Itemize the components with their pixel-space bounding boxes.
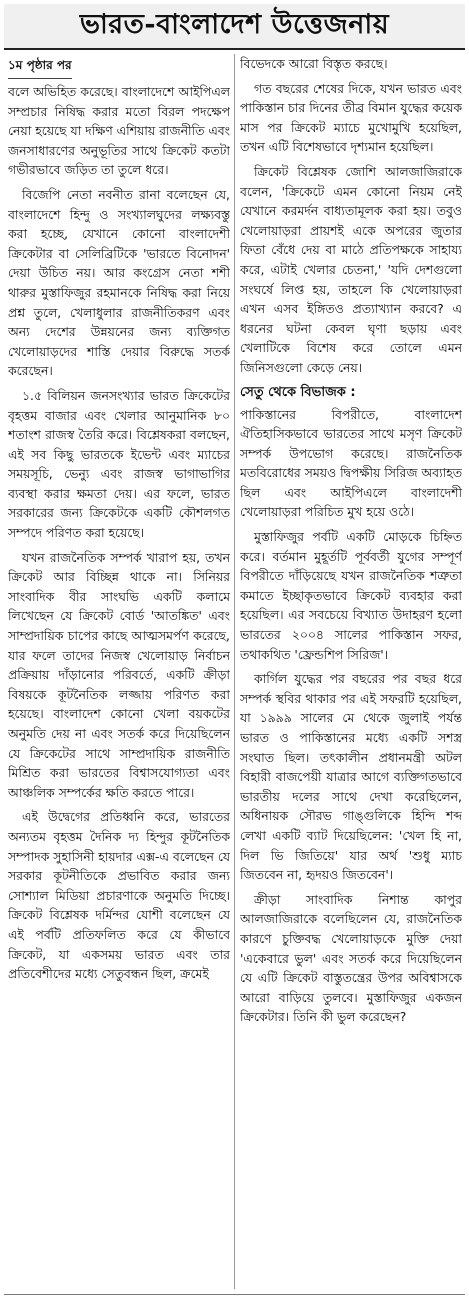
paragraph: গত বছরের শেষের দিকে, যখন ভারত এবং পাকিস্তান চার দিনের তীব্র বিমান যুদ্ধের কয়েক মাস পর ক্রিকেট ম্যাচে মুখোমুখি হয়েছিল, তখন এটি বিশেষভাবে দৃশ্যমান হয়েছিল। xyxy=(240,80,462,155)
paragraph: বিভেদকে আরো বিস্তৃত করছে। xyxy=(240,56,388,71)
paragraph: কার্গিল যুদ্ধের পর বছরের পর বছর ধরে সম্পর্ক স্থবির থাকার পর এই সফরটি হয়েছিল, যা ১৯৯৯ সালের মে থেকে জুলাই পর্যন্ত ভারত ও পাকিস্তানের মধ্যে একটি সশস্ত্র সংঘাত ছিল। তৎকালীন প্রধানমন্ত্রী অটল বিহারী বাজপেয়ী যাত্রার আগে ব্যক্তিগতভাবে ভারতীয় দলের সাথে দেখা করেছিলেন, অধিনায়ক সৌরভ গাঙ্গুলিকে হিন্দি শব্দ লেখা একটি ব্যাট দিয়েছিলেন: 'খেল হি না, দিল ভি জিতিয়ে' যার অর্থ 'শুধু ম্যাচ জিতবেন না, হৃদয়ও জিতবেন'। xyxy=(240,671,462,883)
paragraph: এই উদ্বেগের প্রতিধ্বনি করে, ভারতের অন্যতম বৃহত্তম দৈনিক দ্য হিন্দুর কূটনৈতিক সম্পাদক সুহাসিনী হায়দার এক্স-এ বলেছেন যে সরকার কূটনীতিকে প্রভাবিত করার জন্য সোশ্যাল মিডিয়া প্রচারণাকে অনুমতি দিচ্ছে। ক্রিকেট বিশ্লেষক দর্মিন্দর যোশী বলেছেন যে এই পর্বটি প্রতিফলিত করে যে কীভাবে ক্রিকেট, যা একসময় ভারত এবং তার প্রতিবেশীদের মধ্যে সেতুবন্ধন ছিল, ক্রমেই xyxy=(8,809,230,982)
section-subhead: সেতু থেকে বিভাজক : xyxy=(240,384,356,400)
headline-banner xyxy=(4,4,465,50)
paragraph: বিজেপি নেতা নবনীত রানা বলেছেন যে, বাংলাদেশে হিন্দু ও সংখ্যালঘুদের লক্ষ্যবস্তু করা হচ্ছে, যেখানে কোনো বাংলাদেশী ক্রিকেটার বা সেলিব্রিটিকে 'ভারতে বিনোদন' দেয়া উচিত নয়। আর কংগ্রেস নেতা শশী থারুর মুস্তাফিজুর রহমানকে নিষিদ্ধ করা নিয়ে প্রশ্ন তুলে, খেলাধুলার রাজনীতিকরণ এবং অন্য দেশের উন্নয়নের জন্য ব্যক্তিগত খেলোয়াড়দের শাস্তি দেয়ার বিরুদ্ধে সতর্ক করেছেন। xyxy=(8,186,230,379)
paragraph: ক্রীড়া সাংবাদিক নিশান্ত কাপুর আলজাজিরাকে বলেছিলেন যে, রাজনৈতিক কারণে চুক্তিবদ্ধ খেলোয়াড়কে মুক্তি দেয়া 'একেবারে ভুল' এবং সতর্ক করে দিয়েছিলেন যে এটি ক্রিকেট বাস্তুতন্ত্রের উপর অবিশ্বাসকে আরো বাড়িয়ে তুলবে। মুস্তাফিজুর একজন ক্রিকেটার। তিনি কী ভুল করেছেন? xyxy=(240,891,462,1025)
paragraph: ১.৫ বিলিয়ন জনসংখ্যার ভারত ক্রিকেটের বৃহত্তম বাজার এবং খেলার আনুমানিক ৮০ শতাংশ রাজস্ব তৈরি করে। বিশ্লেষকরা বলছেন, এই সব কিছু ভারতকে ইভেন্ট এবং ম্যাচের সময়সূচি, ভেন্যু এবং রাজস্ব ভাগাভাগির ব্যবস্থা করার ক্ষমতা দেয়। এর ফলে, ভারত সরকারের জন্য ক্রিকেটকে একটি কৌশলগত সম্পদে পরিণত করা হয়েছে। xyxy=(8,387,230,541)
paragraph: মুস্তাফিজুর পর্বটি একটি মোড়কে চিহ্নিত করে। বর্তমান মুহূর্তটি পূর্ববর্তী যুগের সম্পূর্ণ বিপরীতে দাঁড়িয়েছে যখন রাজনৈতিক শত্রুতা কমাতে ইচ্ছাকৃতভাবে ক্রিকেট ব্যবহার করা হয়েছিল। এর সবচেয়ে বিখ্যাত উদাহরণ হলো ভারতের ২০০৪ সালের পাকিস্তান সফর, তথাকথিত 'ফ্রেন্ডশিপ সিরিজ'। xyxy=(240,529,462,662)
right-column xyxy=(240,54,462,1291)
left-column xyxy=(8,54,230,1291)
paragraph: বলে অভিহিত করেছে। বাংলাদেশে আইপিএল সম্প্রচার নিষিদ্ধ করার মতো বিরল পদক্ষেপ নেয়া হয়েছে যা দক্ষিণ এশিয়ায় রাজনীতি এবং জনসাধারণের অনুভূতির সাথে ক্রিকেট কতটা গভীরভাবে জড়িত তা তুলে ধরে। xyxy=(8,84,230,178)
article-body xyxy=(0,54,469,1291)
paragraph: ক্রিকেট বিশ্লেষক জোশি আলজাজিরাকে বলেন, 'ক্রিকেটে এমন কোনো নিয়ম নেই যেখানে করমর্দন বাধ্যতামূলক করা হয়। তবুও খেলোয়াড়রা প্রায়শই একে অপরের জুতার ফিতা বেঁধে দেয় বা মাঠে প্রতিপক্ষকে সাহায্য করে, এটাই খেলার চেতনা,' 'যদি দেশগুলো সংঘর্ষে লিপ্ত হয়, তাহলে কি খেলোয়াড়রা এখন এসব ইঙ্গিতও প্রত্যাখ্যান করবে? এ ধরনের ঘটনা কেবল ঘৃণা ছড়ায় এবং খেলাটিকে বিশেষ করে তোলে এমন জিনিসগুলো কেড়ে নেয়। xyxy=(240,163,462,375)
continued-from-label: ১ম পৃষ্ঠার পর xyxy=(8,57,72,79)
bottom-border xyxy=(4,1294,465,1295)
headline: ভারত-বাংলাদেশ উত্তেজনায় xyxy=(79,8,390,40)
paragraph: পাকিস্তানের বিপরীতে, বাংলাদেশ ঐতিহাসিকভাবে ভারতের সাথে মসৃণ ক্রিকেট সম্পর্ক উপভোগ করেছে। রাজনৈতিক মতবিরোধের সময়ও দ্বিপক্ষীয় সিরিজ অব্যাহত ছিল এবং আইপিএলে বাংলাদেশী খেলোয়াড়রা পরিচিত মুখ হয়ে ওঠে। xyxy=(240,406,462,520)
paragraph: যখন রাজনৈতিক সম্পর্ক খারাপ হয়, তখন ক্রিকেট আর বিচ্ছিন্ন থাকে না। সিনিয়র সাংবাদিক বীর সাংঘভি একটি কলামে লিখেছেন যে ক্রিকেট বোর্ড 'আতঙ্কিত' এবং সাম্প্রদায়িক চাপের কাছে আত্মসমর্পণ করেছে, যার ফলে তাদের নিজস্ব খেলোয়াড় নির্বাচন প্রক্রিয়ায় দাঁড়ানোর পরিবর্তে, একটি ক্রীড়া বিষয়কে কূটনৈতিক লজ্জায় পরিণত করা হয়েছে। বাংলাদেশ কোনো খেলা বয়কটের অনুমতি দেয় না এবং সতর্ক করে দিয়েছিলেন যে ক্রিকেটের সাথে সাম্প্রদায়িক রাজনীতি মিশ্রিত করা ভারতের বিশ্বাসযোগ্যতা এবং আঞ্চলিক সম্পর্কের ক্ষতি করতে পারে। xyxy=(8,549,230,800)
